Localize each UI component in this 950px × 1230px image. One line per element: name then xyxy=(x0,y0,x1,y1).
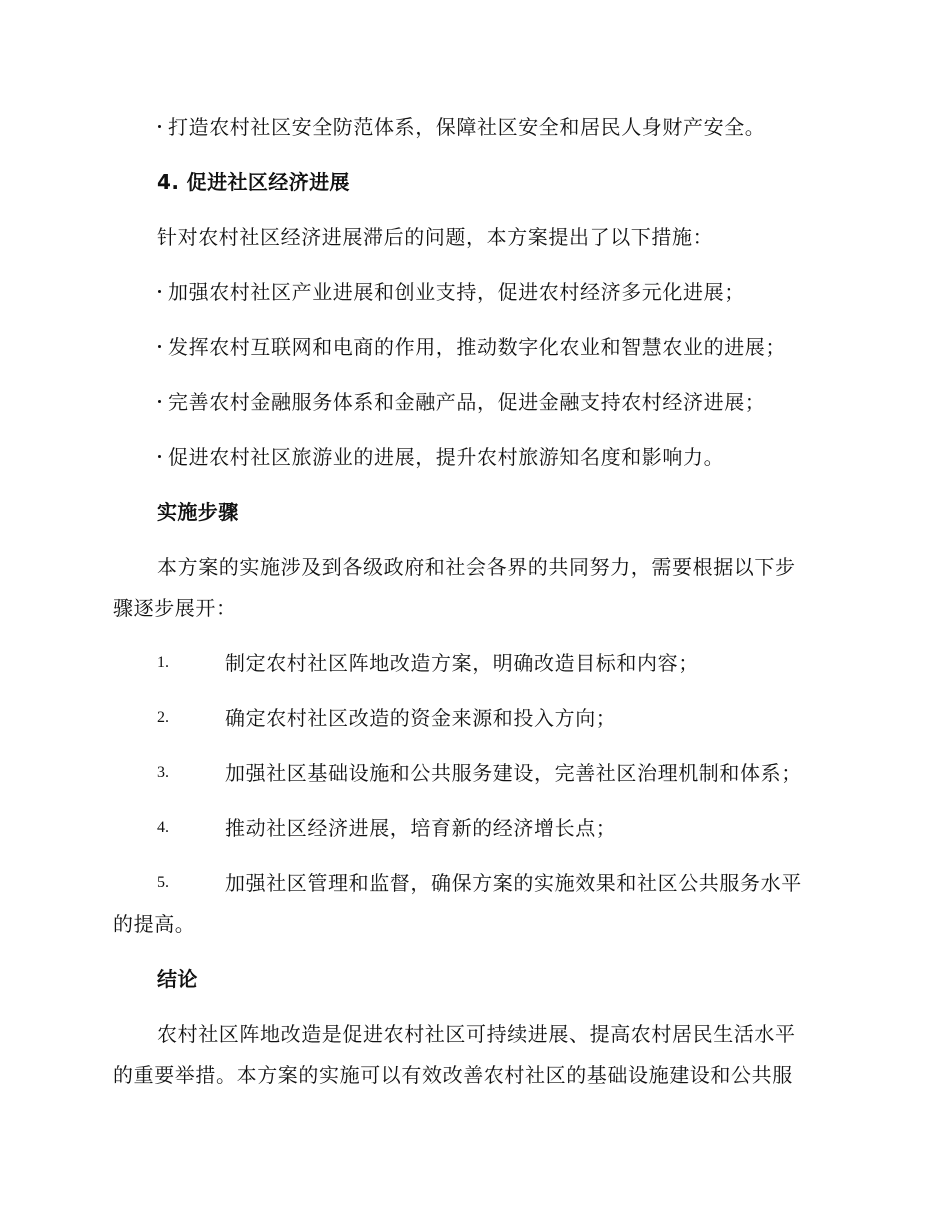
step-text: 加强社区基础设施和公共服务建设，完善社区治理机制和体系； xyxy=(225,761,802,785)
step-number: 1. xyxy=(157,654,169,671)
step-number: 5. xyxy=(157,874,169,891)
step-number: 2. xyxy=(157,709,169,726)
bullet-item: 完善农村金融服务体系和金融产品，促进金融支持农村经济进展； xyxy=(157,388,765,416)
section-heading: 4. 促进社区经济进展 xyxy=(157,170,350,194)
section-heading: 实施步骤 xyxy=(157,500,239,524)
bullet-item: 加强农村社区产业进展和创业支持，促进农村经济多元化进展； xyxy=(157,278,745,306)
step-text: 推动社区经济进展，培育新的经济增长点； xyxy=(225,816,617,840)
step-text: 制定农村社区阵地改造方案，明确改造目标和内容； xyxy=(225,651,699,675)
paragraph: 针对农村社区经济进展滞后的问题，本方案提出了以下措施： xyxy=(157,225,714,249)
step-text-continuation: 的提高。 xyxy=(113,912,196,936)
step-text: 确定农村社区改造的资金来源和投入方向； xyxy=(225,706,617,730)
bullet-dot-icon xyxy=(158,125,161,128)
bullet-item: 促进农村社区旅游业的进展，提升农村旅游知名度和影响力。 xyxy=(157,443,724,471)
paragraph-line: 骤逐步展开： xyxy=(113,596,237,620)
paragraph-line: 的重要举措。本方案的实施可以有效改善农村社区的基础设施建设和公共服 xyxy=(113,1063,793,1087)
paragraph-line: 农村社区阵地改造是促进农村社区可持续进展、提高农村居民生活水平 xyxy=(157,1022,796,1046)
bullet-dot-icon xyxy=(158,345,161,348)
bullet-dot-icon xyxy=(158,400,161,403)
bullet-dot-icon xyxy=(158,455,161,458)
step-number: 3. xyxy=(157,764,169,781)
section-heading: 结论 xyxy=(157,967,198,991)
step-number: 4. xyxy=(157,819,169,836)
bullet-dot-icon xyxy=(158,290,161,293)
bullet-item: 打造农村社区安全防范体系，保障社区安全和居民人身财产安全。 xyxy=(157,113,765,141)
step-text: 加强社区管理和监督，确保方案的实施效果和社区公共服务水平 xyxy=(225,871,802,895)
paragraph-line: 本方案的实施涉及到各级政府和社会各界的共同努力，需要根据以下步 xyxy=(157,555,796,579)
bullet-item: 发挥农村互联网和电商的作用，推动数字化农业和智慧农业的进展； xyxy=(157,333,786,361)
